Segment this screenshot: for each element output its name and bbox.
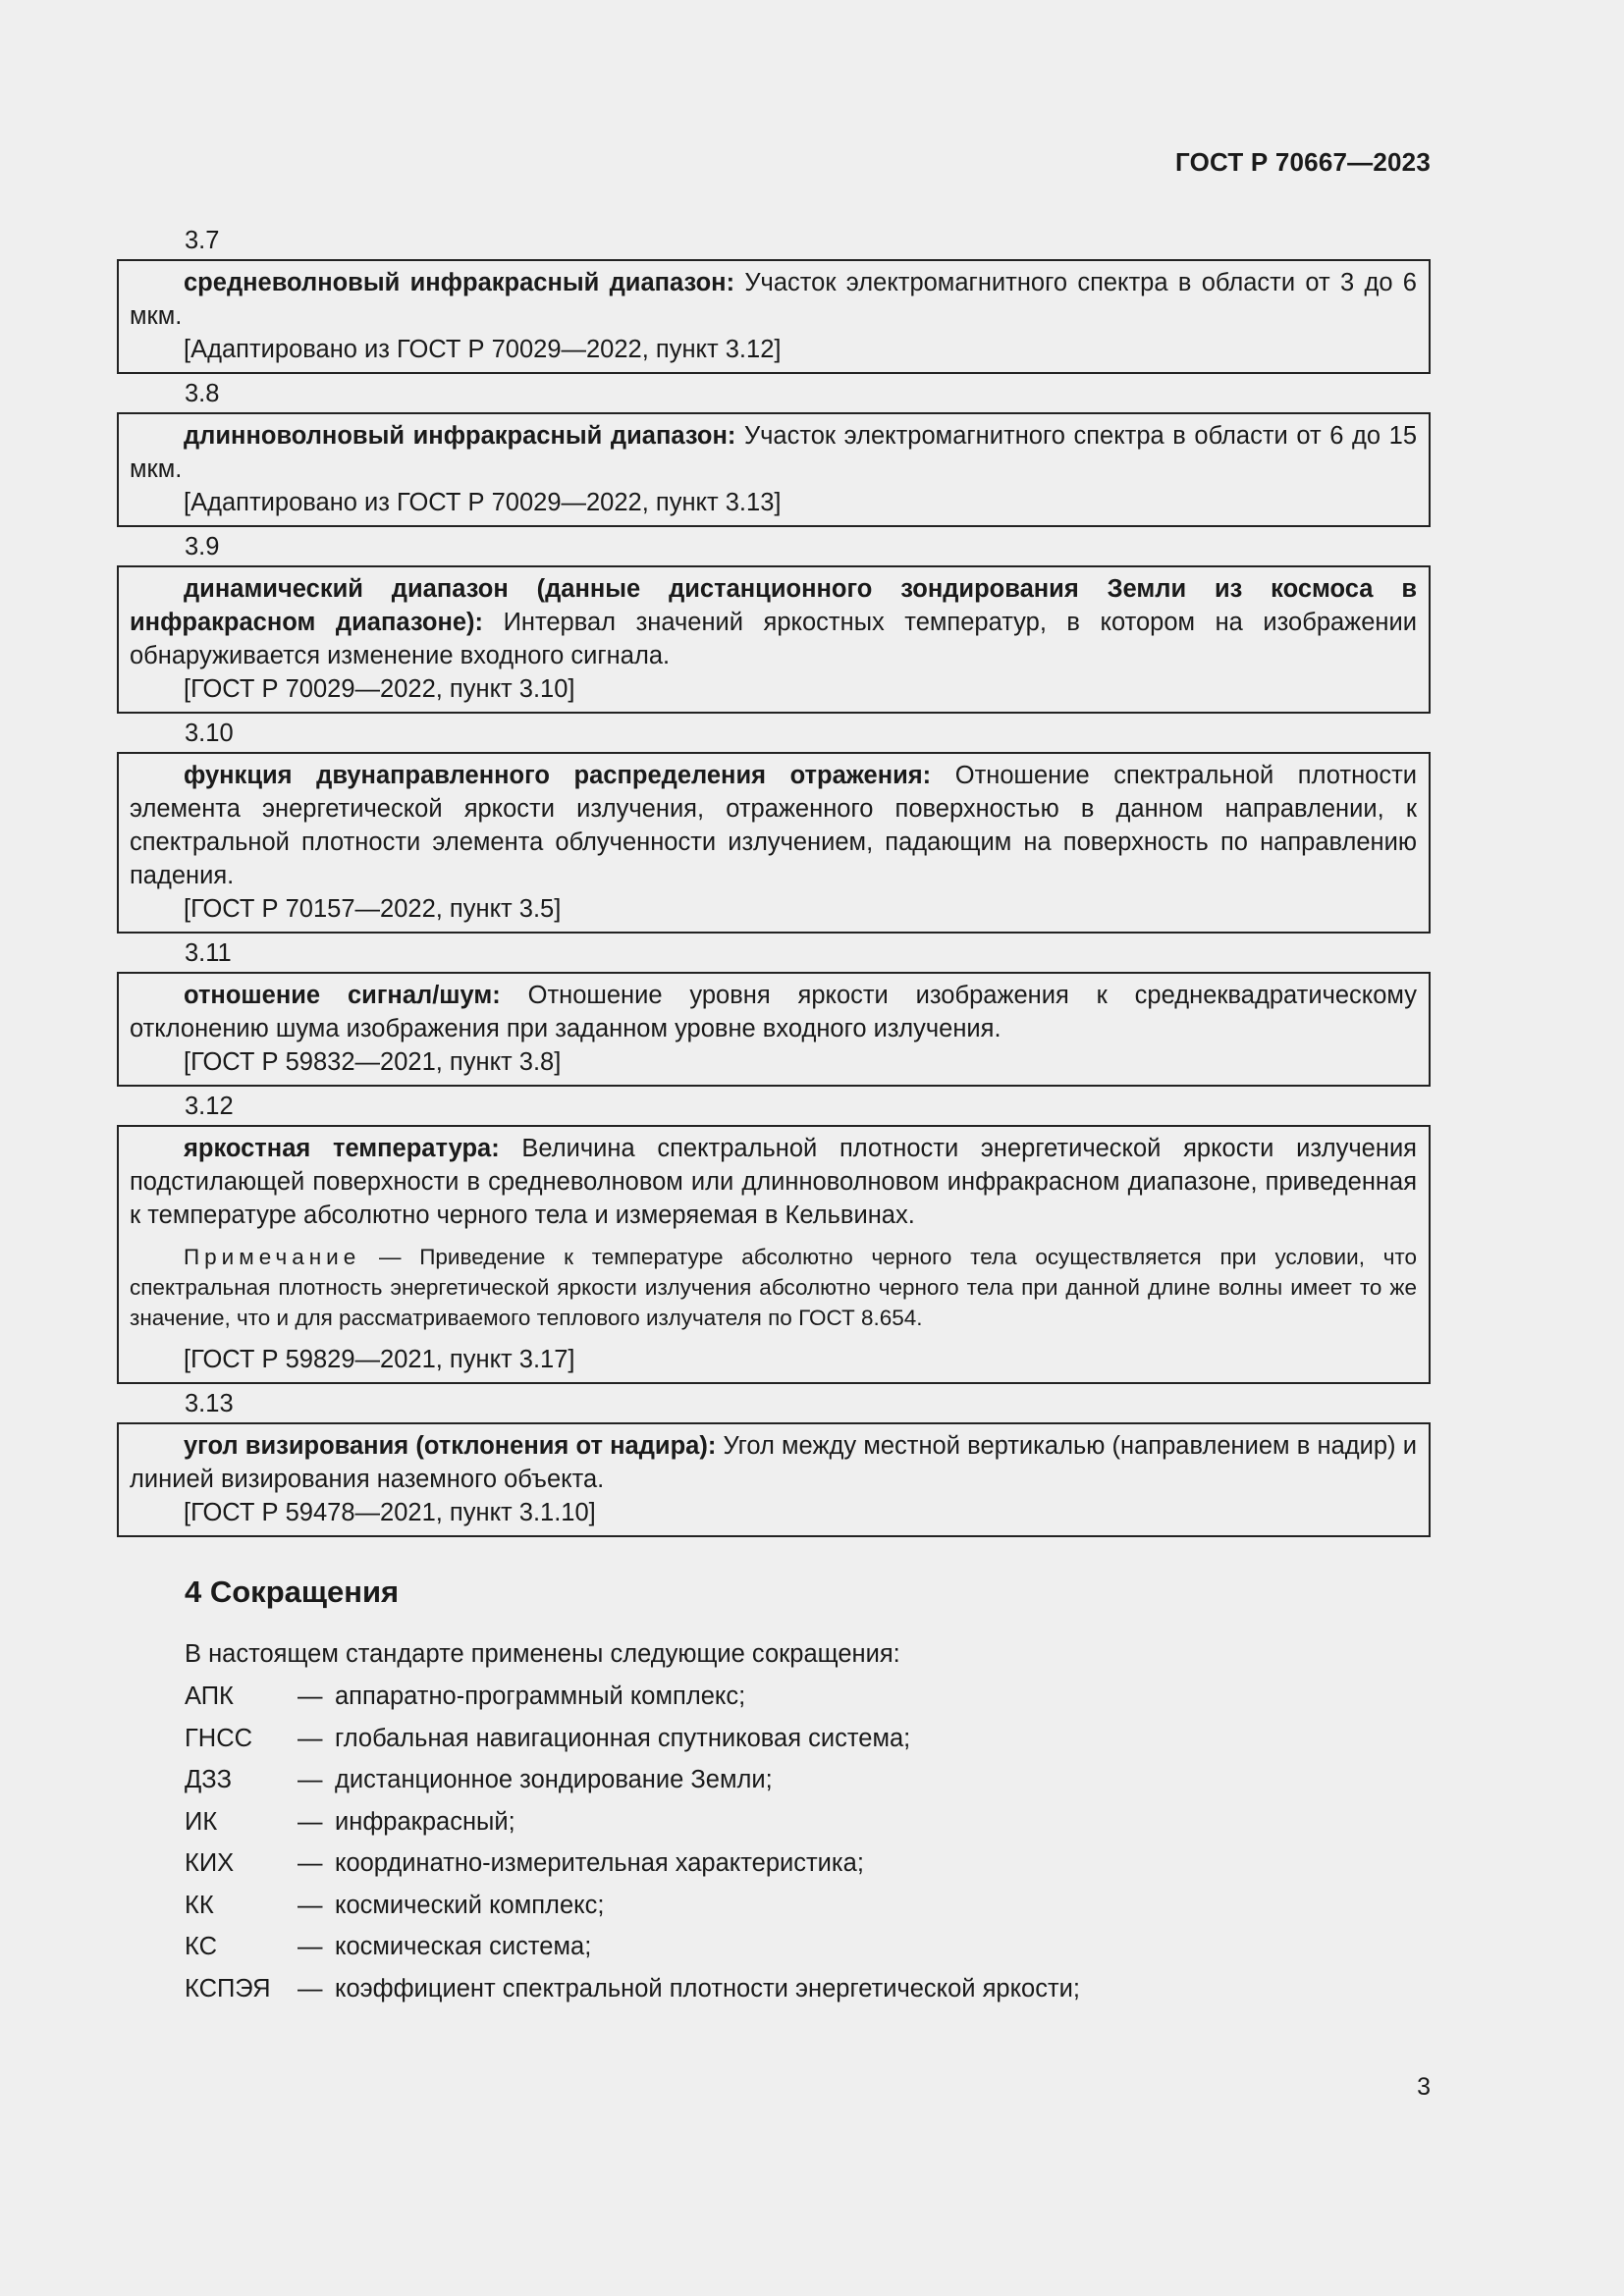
page-number: 3 [1417, 2073, 1431, 2101]
term-definition: Величина спектральной плотности энергетической яркости излучения подстилающей поверхности в средневолновом или длинноволновом инфракрасном диапазоне, приведенная к температуре абсолютно черного тела и измеряемая в Кельвинах. [130, 1135, 1417, 1229]
abbreviation-text: аппаратно-программный комплекс; [335, 1682, 746, 1710]
abbreviation-list [117, 1680, 1431, 2013]
term-entry-3-9 [117, 530, 1431, 714]
term-number: 3.9 [185, 533, 220, 561]
abbreviation-item [185, 1930, 1431, 1972]
document-id-header: ГОСТ Р 70667—2023 [1175, 147, 1431, 177]
abbreviation-text: космический комплекс; [335, 1891, 605, 1919]
term-entry-3-11 [117, 936, 1431, 1087]
abbreviation-key: АПК [185, 1682, 234, 1710]
abbreviation-key: КК [185, 1891, 214, 1919]
term-entry-3-12 [117, 1090, 1431, 1384]
term-box [117, 259, 1431, 374]
abbreviation-item [185, 1680, 1431, 1722]
term-name: динамический диапазон (данные дистанционного зондирования Земли из космоса в инфракрасном диапазоне): [130, 575, 1417, 636]
term-name: функция двунаправленного распределения отражения: [184, 762, 932, 789]
term-source: [ГОСТ Р 59478—2021, пункт 3.1.10] [184, 1499, 596, 1526]
term-source: [ГОСТ Р 70029—2022, пункт 3.10] [184, 675, 575, 703]
term-definition: Отношение уровня яркости изображения к среднеквадратическому отклонению шума изображения при заданном уровне входного излучения. [130, 982, 1417, 1042]
abbreviation-text: координатно-измерительная характеристика; [335, 1849, 864, 1877]
abbreviation-dash: — [298, 1766, 323, 1793]
abbreviation-dash: — [298, 1891, 323, 1919]
term-box [117, 412, 1431, 527]
abbreviation-dash: — [298, 1682, 323, 1710]
abbreviation-dash: — [298, 1849, 323, 1877]
term-definition: Интервал значений яркостных температур, в котором на изображении обнаруживается изменение входного сигнала. [130, 609, 1417, 669]
abbreviation-item [185, 1763, 1431, 1805]
abbreviation-text: космическая система; [335, 1933, 592, 1960]
abbreviation-dash: — [298, 1974, 323, 2002]
note-text: — Приведение к температуре абсолютно черного тела осуществляется при условии, что спектральная плотность энергетической яркости излучения абсолютно черного тела при данной длине волны имеет то же значение, что и для рассматриваемого теплового излучателя по ГОСТ 8.654. [130, 1245, 1417, 1330]
section-title: 4 Сокращения [185, 1575, 400, 1609]
term-number: 3.7 [185, 227, 220, 254]
term-name: яркостная температура: [184, 1135, 500, 1162]
abbreviation-item [185, 1889, 1431, 1931]
term-source: [ГОСТ Р 59832—2021, пункт 3.8] [184, 1048, 562, 1076]
abbreviation-text: глобальная навигационная спутниковая система; [335, 1724, 911, 1752]
term-box [117, 1125, 1431, 1384]
abbreviation-text: дистанционное зондирование Земли; [335, 1766, 773, 1793]
abbreviation-item [185, 1805, 1431, 1847]
abbreviation-dash: — [298, 1724, 323, 1752]
term-definition: Участок электромагнитного спектра в области от 6 до 15 мкм. [130, 422, 1418, 483]
term-box [117, 565, 1431, 714]
term-number: 3.10 [185, 720, 234, 747]
term-source: [ГОСТ Р 59829—2021, пункт 3.17] [184, 1346, 575, 1373]
abbreviation-key: КИХ [185, 1849, 235, 1877]
abbreviation-text: инфракрасный; [335, 1807, 515, 1836]
abbreviation-key: ИК [185, 1807, 218, 1836]
term-source: [Адаптировано из ГОСТ Р 70029—2022, пункт 3.12] [184, 336, 782, 363]
term-entry-3-8 [117, 377, 1431, 527]
term-name: угол визирования (отклонения от надира): [184, 1432, 717, 1460]
abbreviation-key: КСПЭЯ [185, 1974, 271, 2002]
term-number: 3.12 [185, 1093, 234, 1120]
term-definition: Отношение спектральной плотности элемента энергетической яркости излучения, отраженного поверхностью в данном направлении, к спектральной плотности элемента облученности излучением, падающим на поверхность по направлению падения. [130, 762, 1418, 889]
term-entry-3-10 [117, 717, 1431, 934]
term-number: 3.8 [185, 380, 220, 407]
term-definition: Участок электромагнитного спектра в области от 3 до 6 мкм. [130, 269, 1417, 330]
term-box [117, 752, 1431, 934]
section-intro: В настоящем стандарте применены следующие сокращения: [185, 1640, 900, 1668]
term-name: длинноволновый инфракрасный диапазон: [184, 422, 736, 450]
term-box [117, 972, 1431, 1087]
abbreviation-key: ГНСС [185, 1724, 253, 1752]
term-note [130, 1242, 1417, 1333]
abbreviation-item [185, 1972, 1431, 2014]
note-label: Примечание [184, 1245, 361, 1269]
abbreviation-key: ДЗЗ [185, 1766, 233, 1793]
term-source: [ГОСТ Р 70157—2022, пункт 3.5] [184, 895, 562, 923]
term-number: 3.11 [185, 939, 232, 967]
term-definition: Угол между местной вертикалью (направлением в надир) и линией визирования наземного объекта. [130, 1432, 1417, 1493]
term-entry-3-13 [117, 1387, 1431, 1537]
term-number: 3.13 [185, 1390, 234, 1417]
term-name: средневолновый инфракрасный диапазон: [184, 269, 735, 296]
abbreviation-dash: — [298, 1933, 323, 1960]
page-content [117, 224, 1431, 2013]
abbreviation-dash: — [298, 1807, 323, 1836]
abbreviation-item [185, 1722, 1431, 1764]
abbreviation-key: КС [185, 1933, 217, 1960]
abbreviation-item [185, 1846, 1431, 1889]
term-box [117, 1422, 1431, 1537]
abbreviation-text: коэффициент спектральной плотности энергетической яркости; [335, 1974, 1080, 2002]
term-name: отношение сигнал/шум: [184, 982, 501, 1009]
term-source: [Адаптировано из ГОСТ Р 70029—2022, пункт 3.13] [184, 489, 782, 516]
term-entry-3-7 [117, 224, 1431, 374]
